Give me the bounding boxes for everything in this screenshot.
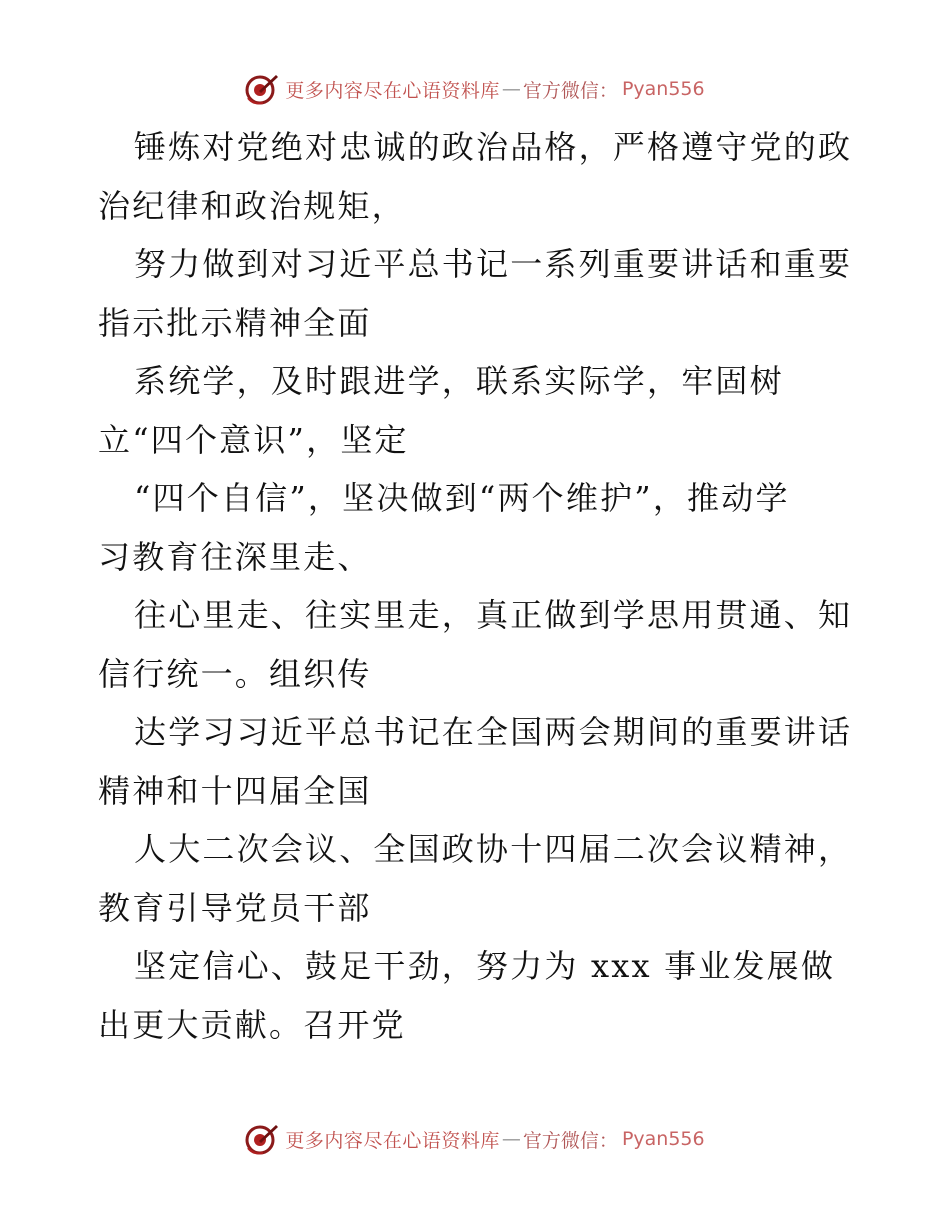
banner-dash: —	[501, 1128, 521, 1150]
paragraph	[98, 235, 858, 352]
pen-logo-icon	[245, 72, 279, 106]
paragraph	[98, 820, 858, 937]
header-banner	[0, 72, 950, 106]
paragraph-line: 人大二次会议、全国政协十四届二次会议精神，	[134, 830, 853, 868]
paragraph-line: 信行统一。组织传	[98, 654, 372, 693]
footer-banner	[0, 1122, 950, 1156]
document-body	[98, 118, 858, 1054]
paragraph	[98, 703, 858, 820]
paragraph-line: 精神和十四届全国	[98, 771, 372, 810]
paragraph-line: “四个自信”，坚决做到“两个维护”，推动学	[134, 479, 790, 517]
paragraph	[98, 937, 858, 1054]
banner-brand-text: 更多内容尽在心语资料库	[285, 79, 500, 102]
paragraph	[98, 352, 858, 469]
banner-brand-text: 更多内容尽在心语资料库	[285, 1129, 500, 1152]
banner-official-label: 官方微信：	[522, 79, 618, 102]
banner-account: Pyan556	[621, 1128, 705, 1150]
banner-account: Pyan556	[621, 78, 705, 100]
paragraph	[98, 118, 858, 235]
pen-logo-icon	[245, 1122, 279, 1156]
paragraph-line: 系统学，及时跟进学，联系实际学，牢固树	[134, 362, 784, 400]
paragraph-line: 努力做到对习近平总书记一系列重要讲话和重要	[134, 245, 853, 283]
paragraph	[98, 469, 858, 586]
paragraph-line: 治纪律和政治规矩，	[98, 186, 406, 225]
paragraph-line: 坚定信心、鼓足干劲，努力为 xxx 事业发展做	[134, 947, 836, 985]
paragraph-line: 锤炼对党绝对忠诚的政治品格，严格遵守党的政	[134, 128, 853, 166]
paragraph	[98, 586, 858, 703]
paragraph-line: 达学习习近平总书记在全国两会期间的重要讲话	[134, 713, 853, 751]
paragraph-line: 习教育往深里走、	[98, 537, 372, 576]
paragraph-line: 出更大贡献。召开党	[98, 1005, 406, 1044]
paragraph-line: 指示批示精神全面	[98, 303, 372, 342]
paragraph-line: 教育引导党员干部	[98, 888, 372, 927]
banner-dash: —	[501, 78, 521, 100]
banner-official-label: 官方微信：	[522, 1129, 618, 1152]
paragraph-line: 立“四个意识”，坚定	[98, 420, 409, 459]
paragraph-line: 往心里走、往实里走，真正做到学思用贯通、知	[134, 596, 853, 634]
